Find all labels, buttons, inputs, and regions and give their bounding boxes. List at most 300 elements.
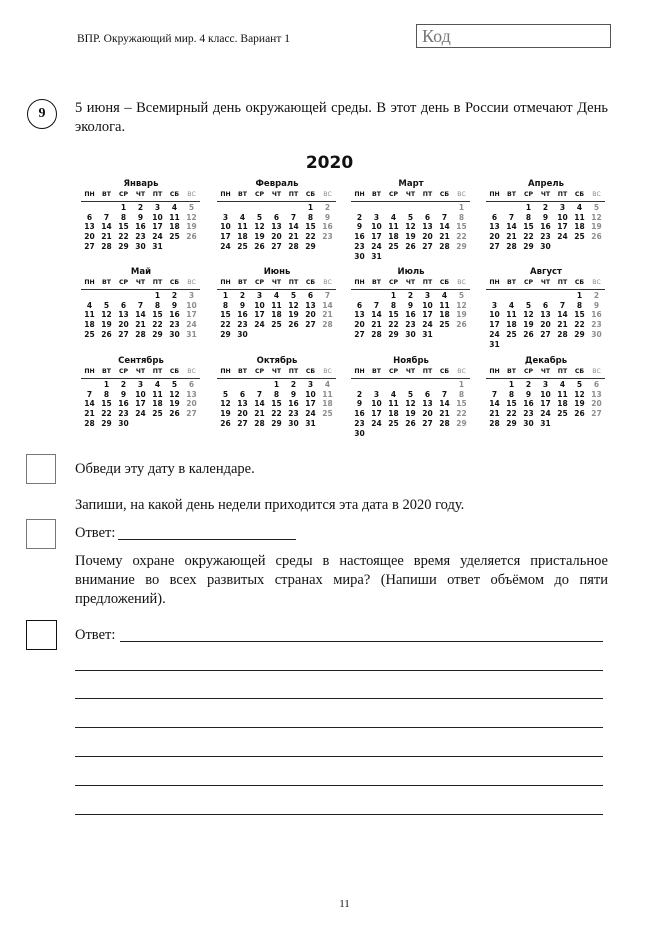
calendar-day[interactable]: 10 [540,389,551,399]
calendar-day[interactable]: 13 [186,389,197,399]
calendar-day[interactable]: 23 [118,409,129,419]
answer-line[interactable] [75,814,603,815]
calendar-day[interactable]: 28 [439,241,450,251]
calendar-day[interactable]: 7 [86,389,93,399]
calendar-day[interactable]: 12 [288,300,299,310]
calendar-day[interactable]: 28 [439,418,450,428]
calendar-day[interactable]: 17 [540,399,551,409]
calendar-day[interactable]: 3 [154,202,161,212]
calendar-day[interactable]: 18 [388,409,399,419]
calendar-day[interactable]: 16 [354,232,365,242]
calendar-day[interactable]: 23 [405,320,416,330]
calendar-day[interactable]: 18 [388,232,399,242]
calendar-day[interactable]: 29 [220,329,231,339]
calendar-day[interactable]: 2 [356,389,363,399]
calendar-day[interactable]: 28 [489,418,500,428]
calendar-day[interactable]: 11 [169,212,180,222]
calendar-day[interactable]: 16 [135,222,146,232]
calendar-day[interactable]: 12 [405,399,416,409]
calendar-day[interactable]: 27 [84,241,95,251]
score-box-2[interactable] [26,519,56,549]
calendar-day[interactable]: 30 [405,329,416,339]
calendar-day[interactable]: 9 [356,399,363,409]
calendar-day[interactable]: 20 [118,320,129,330]
calendar-day[interactable]: 17 [557,222,568,232]
calendar-day[interactable]: 15 [388,310,399,320]
calendar-day[interactable]: 2 [593,290,600,300]
calendar-day[interactable]: 9 [593,300,600,310]
calendar-day[interactable]: 21 [84,409,95,419]
calendar-day[interactable]: 14 [439,399,450,409]
calendar-day[interactable]: 13 [591,389,602,399]
calendar-day[interactable]: 15 [456,222,467,232]
calendar-day[interactable]: 8 [390,300,397,310]
calendar-day[interactable]: 26 [169,409,180,419]
calendar-day[interactable]: 26 [101,329,112,339]
calendar-day[interactable]: 9 [239,300,246,310]
calendar-day[interactable]: 22 [523,232,534,242]
calendar-day[interactable]: 29 [388,329,399,339]
calendar-day[interactable]: 1 [458,379,465,389]
calendar-day[interactable]: 16 [288,399,299,409]
calendar-day[interactable]: 22 [388,320,399,330]
calendar-day[interactable]: 14 [322,300,333,310]
calendar-day[interactable]: 13 [118,310,129,320]
calendar-day[interactable]: 28 [506,241,517,251]
calendar-day[interactable]: 23 [354,418,365,428]
calendar-day[interactable]: 24 [305,409,316,419]
calendar-day[interactable]: 14 [371,310,382,320]
calendar-day[interactable]: 25 [169,232,180,242]
calendar-day[interactable]: 29 [456,241,467,251]
calendar-day[interactable]: 25 [506,329,517,339]
calendar-day[interactable]: 24 [152,232,163,242]
calendar-day[interactable]: 8 [154,300,161,310]
calendar-day[interactable]: 5 [103,300,110,310]
calendar-day[interactable]: 17 [254,310,265,320]
calendar-day[interactable]: 23 [354,241,365,251]
calendar-day[interactable]: 3 [256,290,263,300]
calendar-day[interactable]: 1 [458,202,465,212]
calendar-day[interactable]: 27 [591,409,602,419]
calendar-day[interactable]: 16 [237,310,248,320]
calendar-day[interactable]: 23 [237,320,248,330]
calendar-day[interactable]: 15 [118,222,129,232]
calendar-day[interactable]: 11 [271,300,282,310]
calendar-day[interactable]: 14 [489,399,500,409]
calendar-day[interactable]: 8 [273,389,280,399]
calendar-day[interactable]: 20 [305,310,316,320]
calendar-day[interactable]: 2 [525,379,532,389]
calendar-day[interactable]: 2 [239,290,246,300]
calendar-day[interactable]: 21 [489,409,500,419]
calendar-day[interactable]: 8 [458,212,465,222]
calendar-day[interactable]: 9 [525,389,532,399]
calendar-day[interactable]: 17 [305,399,316,409]
calendar-day[interactable]: 13 [354,310,365,320]
calendar-day[interactable]: 7 [137,300,144,310]
calendar-day[interactable]: 27 [540,329,551,339]
calendar-day[interactable]: 18 [84,320,95,330]
calendar-day[interactable]: 8 [508,389,515,399]
calendar-day[interactable]: 20 [422,232,433,242]
calendar-day[interactable]: 4 [86,300,93,310]
calendar-day[interactable]: 24 [489,329,500,339]
calendar-day[interactable]: 9 [171,300,178,310]
calendar-day[interactable]: 13 [237,399,248,409]
calendar-day[interactable]: 8 [458,389,465,399]
calendar-day[interactable]: 29 [101,418,112,428]
calendar-day[interactable]: 26 [591,232,602,242]
calendar-day[interactable]: 2 [171,290,178,300]
calendar-day[interactable]: 25 [388,418,399,428]
calendar-day[interactable]: 4 [508,300,515,310]
calendar-day[interactable]: 27 [118,329,129,339]
calendar-day[interactable]: 24 [371,418,382,428]
calendar-day[interactable]: 12 [523,310,534,320]
calendar-day[interactable]: 18 [271,310,282,320]
answer-line[interactable] [75,670,603,671]
calendar-day[interactable]: 20 [422,409,433,419]
calendar-day[interactable]: 3 [424,290,431,300]
calendar-day[interactable]: 3 [373,389,380,399]
calendar-day[interactable]: 10 [371,222,382,232]
calendar-day[interactable]: 11 [152,389,163,399]
calendar-day[interactable]: 2 [120,379,127,389]
calendar-day[interactable]: 8 [120,212,127,222]
calendar-day[interactable]: 28 [322,320,333,330]
calendar-day[interactable]: 22 [456,232,467,242]
calendar-day[interactable]: 20 [354,320,365,330]
calendar-day[interactable]: 7 [256,389,263,399]
calendar-day[interactable]: 5 [171,379,178,389]
calendar-day[interactable]: 1 [222,290,229,300]
calendar-day[interactable]: 9 [542,212,549,222]
calendar-day[interactable]: 5 [458,290,465,300]
calendar-day[interactable]: 27 [422,418,433,428]
calendar-day[interactable]: 14 [288,222,299,232]
calendar-day[interactable]: 25 [574,232,585,242]
calendar-day[interactable]: 8 [103,389,110,399]
calendar-day[interactable]: 23 [135,232,146,242]
calendar-day[interactable]: 26 [220,418,231,428]
calendar-day[interactable]: 4 [171,202,178,212]
calendar-day[interactable]: 16 [354,409,365,419]
calendar-day[interactable]: 3 [307,379,314,389]
calendar-day[interactable]: 4 [441,290,448,300]
calendar-day[interactable]: 7 [441,389,448,399]
calendar-day[interactable]: 25 [388,241,399,251]
code-field[interactable] [416,24,611,48]
calendar-day[interactable]: 25 [322,409,333,419]
calendar-day[interactable]: 6 [356,300,363,310]
calendar-day[interactable]: 17 [422,310,433,320]
calendar-day[interactable]: 18 [322,399,333,409]
calendar-day[interactable]: 22 [456,409,467,419]
calendar-day[interactable]: 22 [506,409,517,419]
calendar-day[interactable]: 24 [254,320,265,330]
calendar-day[interactable]: 20 [591,399,602,409]
calendar-day[interactable]: 15 [523,222,534,232]
calendar-day[interactable]: 12 [186,212,197,222]
calendar-day[interactable]: 22 [152,320,163,330]
calendar-day[interactable]: 29 [118,241,129,251]
calendar-day[interactable]: 23 [523,409,534,419]
calendar-day[interactable]: 24 [540,409,551,419]
calendar-day[interactable]: 14 [439,222,450,232]
calendar-day[interactable]: 17 [135,399,146,409]
calendar-day[interactable]: 13 [422,222,433,232]
calendar-day[interactable]: 19 [169,399,180,409]
calendar-day[interactable]: 18 [506,320,517,330]
calendar-day[interactable]: 6 [86,212,93,222]
calendar-day[interactable]: 22 [101,409,112,419]
calendar-day[interactable]: 3 [559,202,566,212]
calendar-day[interactable]: 12 [254,222,265,232]
calendar-day[interactable]: 26 [405,241,416,251]
calendar-day[interactable]: 28 [101,241,112,251]
calendar-day[interactable]: 30 [169,329,180,339]
calendar-day[interactable]: 26 [186,232,197,242]
calendar-day[interactable]: 9 [356,222,363,232]
calendar-day[interactable]: 12 [101,310,112,320]
calendar-day[interactable]: 29 [152,329,163,339]
calendar-day[interactable]: 31 [540,418,551,428]
calendar-day[interactable]: 9 [290,389,297,399]
calendar-day[interactable]: 9 [407,300,414,310]
calendar-day[interactable]: 7 [373,300,380,310]
calendar-day[interactable]: 15 [101,399,112,409]
calendar-day[interactable]: 4 [239,212,246,222]
calendar-day[interactable]: 23 [288,409,299,419]
calendar-day[interactable]: 14 [506,222,517,232]
calendar-day[interactable]: 14 [135,310,146,320]
calendar-day[interactable]: 17 [220,232,231,242]
calendar-day[interactable]: 18 [557,399,568,409]
calendar-day[interactable]: 14 [84,399,95,409]
calendar-day[interactable]: 15 [271,399,282,409]
calendar-day[interactable]: 13 [422,399,433,409]
calendar-day[interactable]: 8 [576,300,583,310]
calendar-day[interactable]: 27 [354,329,365,339]
answer-line[interactable] [120,641,603,642]
calendar-day[interactable]: 29 [523,241,534,251]
score-box-1[interactable] [26,454,56,484]
calendar-day[interactable]: 13 [271,222,282,232]
calendar-day[interactable]: 11 [557,389,568,399]
calendar-day[interactable]: 26 [254,241,265,251]
calendar-day[interactable]: 24 [135,409,146,419]
calendar-day[interactable]: 16 [169,310,180,320]
calendar-day[interactable]: 19 [405,409,416,419]
calendar-day[interactable]: 25 [152,409,163,419]
calendar-day[interactable]: 5 [593,202,600,212]
answer-line[interactable] [75,698,603,699]
calendar-day[interactable]: 31 [305,418,316,428]
calendar-day[interactable]: 4 [576,202,583,212]
calendar-day[interactable]: 3 [137,379,144,389]
calendar-day[interactable]: 28 [135,329,146,339]
calendar-day[interactable]: 10 [186,300,197,310]
calendar-day[interactable]: 22 [118,232,129,242]
calendar-day[interactable]: 13 [84,222,95,232]
answer-line[interactable] [75,785,603,786]
calendar-day[interactable]: 12 [591,212,602,222]
calendar-day[interactable]: 25 [557,409,568,419]
calendar-day[interactable]: 4 [559,379,566,389]
calendar-day[interactable]: 8 [307,212,314,222]
calendar-day[interactable]: 19 [186,222,197,232]
calendar-day[interactable]: 16 [540,222,551,232]
calendar-day[interactable]: 7 [559,300,566,310]
calendar-day[interactable]: 6 [120,300,127,310]
calendar-day[interactable]: 27 [186,409,197,419]
calendar-day[interactable]: 20 [237,409,248,419]
calendar-day[interactable]: 31 [422,329,433,339]
calendar-day[interactable]: 19 [591,222,602,232]
calendar-day[interactable]: 11 [84,310,95,320]
calendar-day[interactable]: 17 [186,310,197,320]
calendar-day[interactable]: 9 [324,212,331,222]
calendar-day[interactable]: 17 [152,222,163,232]
calendar-day[interactable]: 16 [523,399,534,409]
calendar-day[interactable]: 16 [118,399,129,409]
calendar-day[interactable]: 15 [506,399,517,409]
answer-line[interactable] [75,727,603,728]
calendar-day[interactable]: 19 [254,232,265,242]
calendar-day[interactable]: 11 [388,222,399,232]
calendar-day[interactable]: 26 [523,329,534,339]
calendar-day[interactable]: 25 [439,320,450,330]
calendar-day[interactable]: 16 [322,222,333,232]
calendar-day[interactable]: 2 [324,202,331,212]
calendar-day[interactable]: 25 [237,241,248,251]
calendar-day[interactable]: 23 [169,320,180,330]
calendar-day[interactable]: 2 [542,202,549,212]
calendar-day[interactable]: 1 [576,290,583,300]
calendar-day[interactable]: 28 [254,418,265,428]
calendar-day[interactable]: 25 [271,320,282,330]
calendar-day[interactable]: 20 [271,232,282,242]
calendar-day[interactable]: 11 [506,310,517,320]
calendar-day[interactable]: 1 [508,379,515,389]
calendar-day[interactable]: 3 [542,379,549,389]
calendar-day[interactable]: 15 [220,310,231,320]
calendar-day[interactable]: 10 [422,300,433,310]
calendar-day[interactable]: 10 [152,212,163,222]
calendar-day[interactable]: 15 [456,399,467,409]
calendar-day[interactable]: 29 [574,329,585,339]
calendar-day[interactable]: 5 [407,389,414,399]
calendar-day[interactable]: 3 [222,212,229,222]
calendar-day[interactable]: 7 [508,212,515,222]
calendar-day[interactable]: 21 [439,409,450,419]
calendar-day[interactable]: 8 [222,300,229,310]
calendar-day[interactable]: 13 [305,300,316,310]
calendar-day[interactable]: 24 [371,241,382,251]
calendar-day[interactable]: 14 [101,222,112,232]
calendar-day[interactable]: 2 [137,202,144,212]
calendar-day[interactable]: 29 [506,418,517,428]
calendar-day[interactable]: 18 [152,399,163,409]
calendar-day[interactable]: 19 [405,232,416,242]
calendar-day[interactable]: 4 [273,290,280,300]
calendar-day[interactable]: 21 [439,232,450,242]
calendar-day[interactable]: 10 [305,389,316,399]
calendar-day[interactable]: 1 [103,379,110,389]
calendar-day[interactable]: 31 [186,329,197,339]
calendar-day[interactable]: 16 [591,310,602,320]
calendar-day[interactable]: 6 [307,290,314,300]
calendar-day[interactable]: 31 [371,251,382,261]
score-box-3[interactable] [26,620,57,650]
calendar-day[interactable]: 30 [354,251,365,261]
calendar-day[interactable]: 6 [542,300,549,310]
calendar-day[interactable]: 27 [489,241,500,251]
calendar-day[interactable]: 30 [523,418,534,428]
calendar-day[interactable]: 12 [574,389,585,399]
calendar-day[interactable]: 20 [186,399,197,409]
calendar-day[interactable]: 14 [254,399,265,409]
calendar-day[interactable]: 31 [489,339,500,349]
calendar-day[interactable]: 19 [101,320,112,330]
calendar-day[interactable]: 27 [271,241,282,251]
calendar-day[interactable]: 5 [576,379,583,389]
calendar-day[interactable]: 23 [591,320,602,330]
calendar-day[interactable]: 2 [356,212,363,222]
calendar-day[interactable]: 7 [324,290,331,300]
calendar-day[interactable]: 6 [273,212,280,222]
calendar-day[interactable]: 10 [371,399,382,409]
calendar-day[interactable]: 10 [220,222,231,232]
calendar-day[interactable]: 21 [371,320,382,330]
calendar-day[interactable]: 5 [290,290,297,300]
calendar-day[interactable]: 21 [254,409,265,419]
calendar-day[interactable]: 13 [540,310,551,320]
calendar-day[interactable]: 2 [290,379,297,389]
calendar-day[interactable]: 7 [491,389,498,399]
calendar-day[interactable]: 12 [220,399,231,409]
calendar-day[interactable]: 15 [305,222,316,232]
calendar-day[interactable]: 5 [407,212,414,222]
calendar-day[interactable]: 9 [120,389,127,399]
calendar-day[interactable]: 11 [322,389,333,399]
calendar-day[interactable]: 21 [557,320,568,330]
calendar-day[interactable]: 30 [135,241,146,251]
calendar-day[interactable]: 6 [188,379,195,389]
calendar-day[interactable]: 15 [152,310,163,320]
calendar-day[interactable]: 19 [456,310,467,320]
calendar-day[interactable]: 6 [491,212,498,222]
calendar-day[interactable]: 26 [405,418,416,428]
calendar-day[interactable]: 20 [489,232,500,242]
calendar-day[interactable]: 7 [290,212,297,222]
calendar-day[interactable]: 19 [523,320,534,330]
calendar-day[interactable]: 14 [557,310,568,320]
calendar-day[interactable]: 18 [439,310,450,320]
calendar-day[interactable]: 28 [557,329,568,339]
calendar-day[interactable]: 4 [390,212,397,222]
calendar-day[interactable]: 12 [456,300,467,310]
answer-line[interactable] [75,756,603,757]
calendar-day[interactable]: 24 [557,232,568,242]
calendar-day[interactable]: 12 [169,389,180,399]
calendar-day[interactable]: 6 [239,389,246,399]
calendar-day[interactable]: 11 [237,222,248,232]
calendar-day[interactable]: 29 [305,241,316,251]
calendar-day[interactable]: 10 [557,212,568,222]
calendar-day[interactable]: 27 [237,418,248,428]
